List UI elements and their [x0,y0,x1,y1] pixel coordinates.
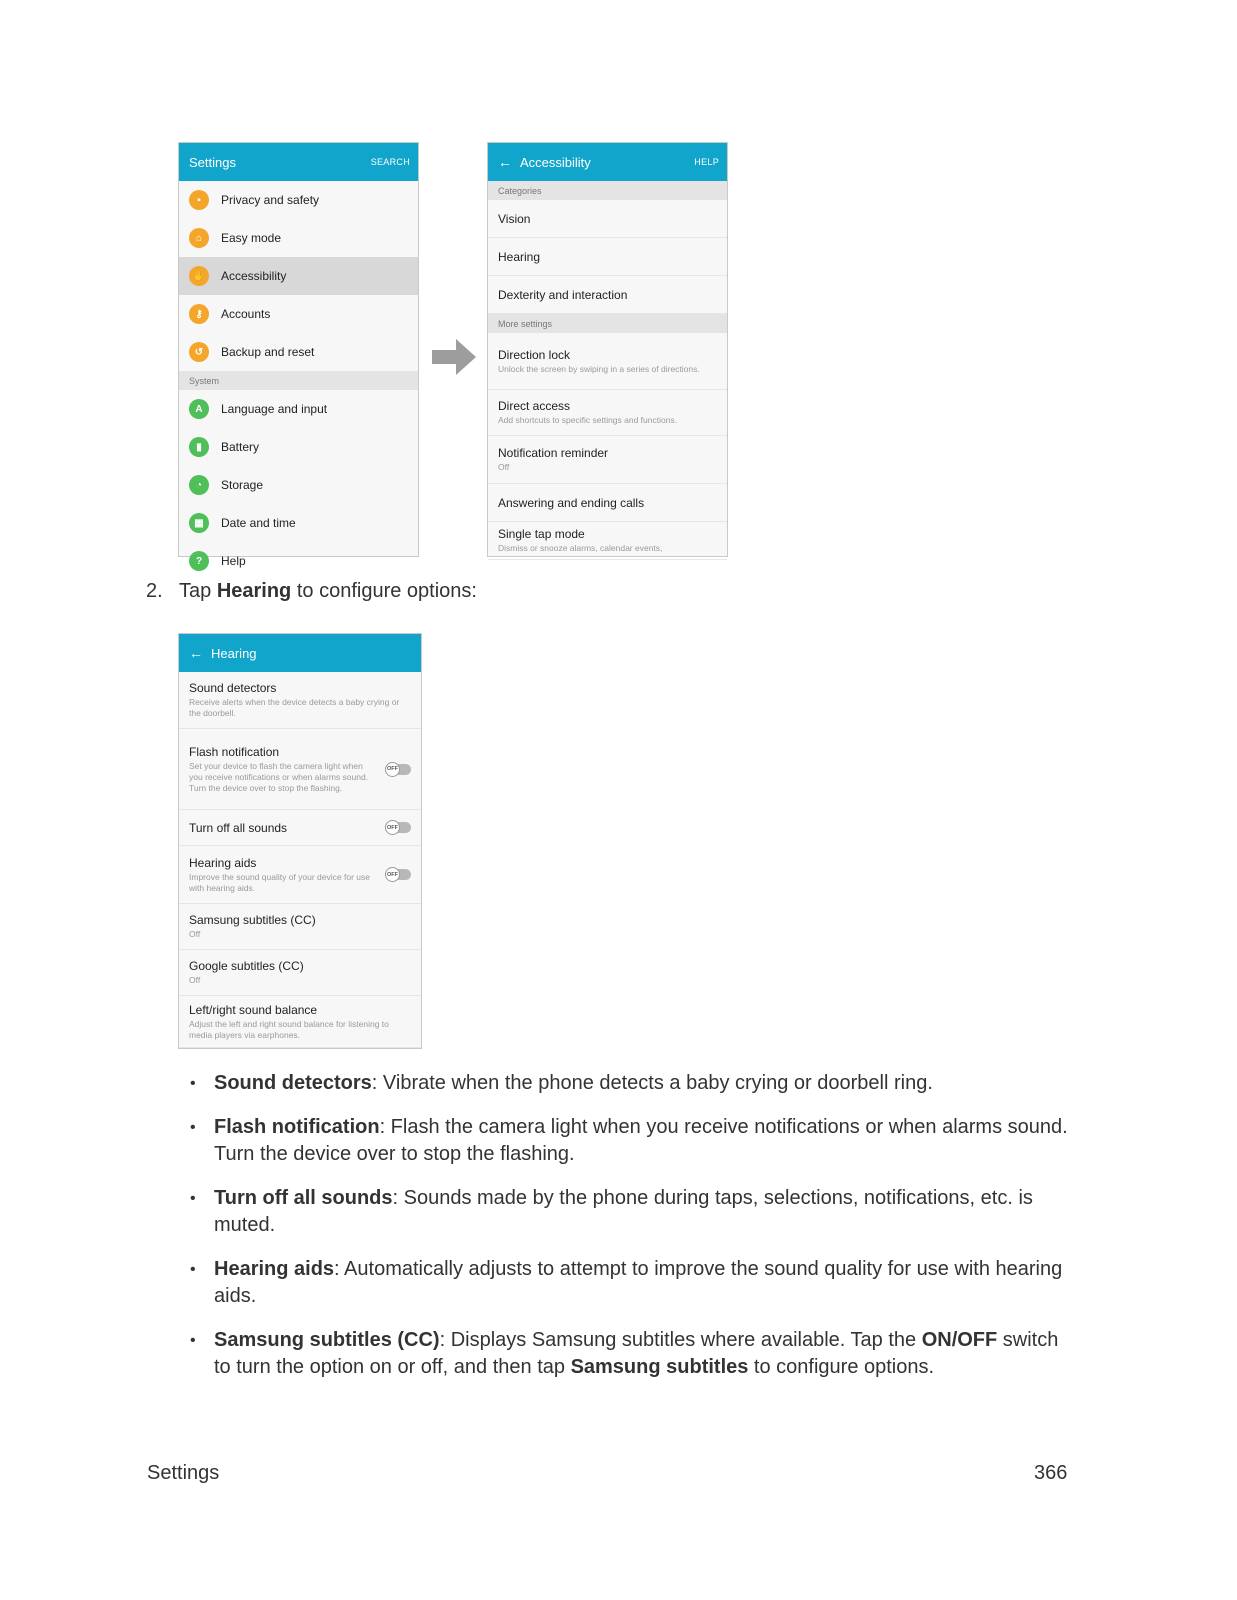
settings-item-label: Storage [221,478,264,492]
footer-section: Settings [147,1462,220,1484]
hearing-screenshot [178,633,422,1049]
page-number: 366 [1034,1462,1068,1484]
setting-single-tap-mode[interactable] [488,522,727,560]
help-icon: ? [189,551,209,571]
settings-item-storage[interactable] [179,466,418,504]
section-header-categories: Categories [488,181,727,200]
hearing-item-left-right-sound-balance[interactable] [179,996,421,1048]
more-settings-list [488,333,727,560]
right-arrow-icon [430,336,480,378]
hearing-item-flash-notification[interactable] [179,729,421,810]
settings-screenshot [178,142,419,568]
setting-title: Single tap mode [498,527,585,541]
bullet-text: : Vibrate when the phone detects a baby crying or doorbell ring. [371,1072,933,1094]
hearing-item-title: Sound detectors [189,681,277,695]
category-label: Hearing [498,249,541,264]
settings-item-label: Privacy and safety [221,193,320,207]
setting-direction-lock[interactable] [488,333,727,390]
bullet-text: switch to turn the option on or off, and then tap [214,1329,1059,1378]
settings-list [179,181,418,580]
calendar-icon: ▦ [189,513,209,533]
feature-bullet-list [190,1070,1070,1398]
hearing-list [179,672,421,1048]
hearing-item-google-subtitles-cc-[interactable] [179,950,421,996]
hearing-item-text [189,821,377,835]
bullet-item [190,1070,1070,1097]
setting-title: Notification reminder [498,446,609,460]
accessibility-icon: ✋ [189,266,209,286]
settings-item-accounts[interactable] [179,295,418,333]
storage-icon: ◔ [189,475,209,495]
bullet-dot: • [190,1261,196,1278]
easy-mode-icon: ⌂ [189,228,209,248]
settings-appbar [179,143,418,181]
bullet-term: Hearing aids [214,1258,335,1280]
hearing-item-text [189,681,411,719]
settings-item-privacy-and-safety[interactable] [179,181,418,219]
bullet-term: Sound detectors [214,1072,372,1094]
switch-knob: OFF [385,820,400,835]
settings-item-easy-mode[interactable] [179,219,418,257]
bullet-item [190,1327,1070,1381]
on-off-switch[interactable] [385,869,411,880]
setting-direct-access[interactable] [488,390,727,436]
language-icon: A [189,399,209,419]
search-button[interactable]: SEARCH [370,157,410,167]
setting-title: Answering and ending calls [498,495,645,510]
step-suffix: to configure options: [291,580,477,602]
step-bold-term: Hearing [216,580,292,602]
bullet-item [190,1256,1070,1310]
help-button[interactable]: HELP [694,157,719,167]
setting-subtitle: Dismiss or snooze alarms, calendar events, [498,543,663,553]
settings-item-label: Language and input [221,402,328,416]
on-off-switch[interactable] [385,764,411,775]
bullet-dot: • [190,1075,196,1092]
step-prefix: Tap [179,580,217,602]
categories-list [488,200,727,314]
hearing-item-title: Flash notification [189,744,280,759]
category-label: Vision [498,211,531,226]
privacy-icon: ▪ [189,190,209,210]
hearing-item-hearing-aids[interactable] [179,846,421,904]
hearing-appbar [179,634,421,672]
bullet-text: : Automatically adjusts to attempt to improve the sound quality for use with hearing aids. [214,1258,1063,1307]
settings-item-label: Accounts [221,307,271,321]
switch-knob: OFF [385,762,400,777]
settings-item-date-and-time[interactable] [179,504,418,542]
battery-icon: ▮ [189,437,209,457]
step-instruction [146,580,477,603]
bullet-term: ON/OFF [921,1329,998,1351]
settings-item-label: Battery [221,440,260,454]
settings-item-label: Backup and reset [221,345,315,359]
setting-subtitle: Off [498,462,510,472]
setting-title: Direct access [498,399,571,413]
hearing-item-text [189,856,377,894]
hearing-item-subtitle: Adjust the left and right sound balance for listening to media players via earphones. [189,1018,389,1040]
setting-subtitle: Unlock the screen by swiping in a series of directions. [498,363,700,374]
accessibility-screenshot [487,142,728,557]
bullet-text: to configure options. [748,1356,935,1378]
settings-item-label: Easy mode [221,231,282,245]
accounts-icon: ⚷ [189,304,209,324]
hearing-item-subtitle: Receive alerts when the device detects a baby crying or the doorbell. [189,697,400,718]
hearing-item-text [189,745,377,794]
bullet-item [190,1114,1070,1168]
switch-knob: OFF [385,867,400,882]
setting-title: Direction lock [498,347,571,362]
bullet-text: : Displays Samsung subtitles where available. Tap the [439,1329,922,1351]
settings-item-backup-and-reset[interactable] [179,333,418,371]
bullet-term: Turn off all sounds [214,1187,393,1209]
settings-title: Settings [189,154,236,170]
bullet-dot: • [190,1119,196,1136]
hearing-item-title: Hearing aids [189,855,257,870]
settings-item-accessibility[interactable] [179,257,418,295]
hearing-item-title: Samsung subtitles (CC) [189,913,316,927]
settings-item-language-and-input[interactable] [179,390,418,428]
category-label: Dexterity and interaction [498,287,628,302]
section-header-system: System [179,371,418,390]
bullet-term: Samsung subtitles [570,1356,749,1378]
setting-subtitle: Add shortcuts to specific settings and functions. [498,415,678,425]
bullet-term: Flash notification [214,1116,380,1138]
bullet-term: Samsung subtitles (CC) [214,1329,440,1351]
hearing-item-turn-off-all-sounds[interactable] [179,810,421,846]
bullet-text: : Sounds made by the phone during taps, selections, notifications, etc. is muted. [214,1187,1033,1236]
settings-item-label: Accessibility [221,269,287,283]
hearing-item-subtitle: Off [189,929,201,939]
settings-item-help[interactable] [179,542,418,580]
settings-item-label: Date and time [221,516,296,530]
bullet-item [190,1185,1070,1239]
hearing-item-text [189,959,411,986]
hearing-item-subtitle: Improve the sound quality of your device for use with hearing aids. [189,871,370,893]
hearing-item-title: Google subtitles (CC) [189,959,304,973]
category-dexterity-and-interaction[interactable] [488,276,727,314]
settings-item-battery[interactable] [179,428,418,466]
accessibility-appbar [488,143,727,181]
backup-icon: ↺ [189,342,209,362]
hearing-item-samsung-subtitles-cc-[interactable] [179,904,421,950]
step-number: 2. [146,580,163,602]
hearing-item-text [189,913,411,940]
section-header-more-settings: More settings [488,314,727,333]
hearing-item-title: Turn off all sounds [189,820,288,835]
back-arrow-icon[interactable]: ← [498,154,512,170]
accessibility-title: Accessibility [520,154,591,170]
hearing-item-title: Left/right sound balance [189,1002,318,1017]
on-off-switch[interactable] [385,822,411,833]
category-vision[interactable] [488,200,727,238]
hearing-item-text [189,1003,411,1041]
hearing-item-sound-detectors[interactable] [179,672,421,729]
bullet-dot: • [190,1190,196,1207]
setting-answering-and-ending-calls[interactable] [488,484,727,522]
bullet-text: : Flash the camera light when you receive notifications or when alarms sound. Turn the device over to stop the flashing. [214,1116,1068,1165]
hearing-title: Hearing [211,645,257,661]
category-hearing[interactable] [488,238,727,276]
hearing-item-subtitle: Off [189,975,201,985]
hearing-item-subtitle: Set your device to flash the camera light when you receive notifications or when alarms sound. Turn the device over to stop the flashing. [189,760,369,793]
back-arrow-icon[interactable]: ← [189,645,203,661]
settings-item-label: Help [221,554,246,568]
setting-notification-reminder[interactable] [488,436,727,484]
bullet-dot: • [190,1332,196,1349]
